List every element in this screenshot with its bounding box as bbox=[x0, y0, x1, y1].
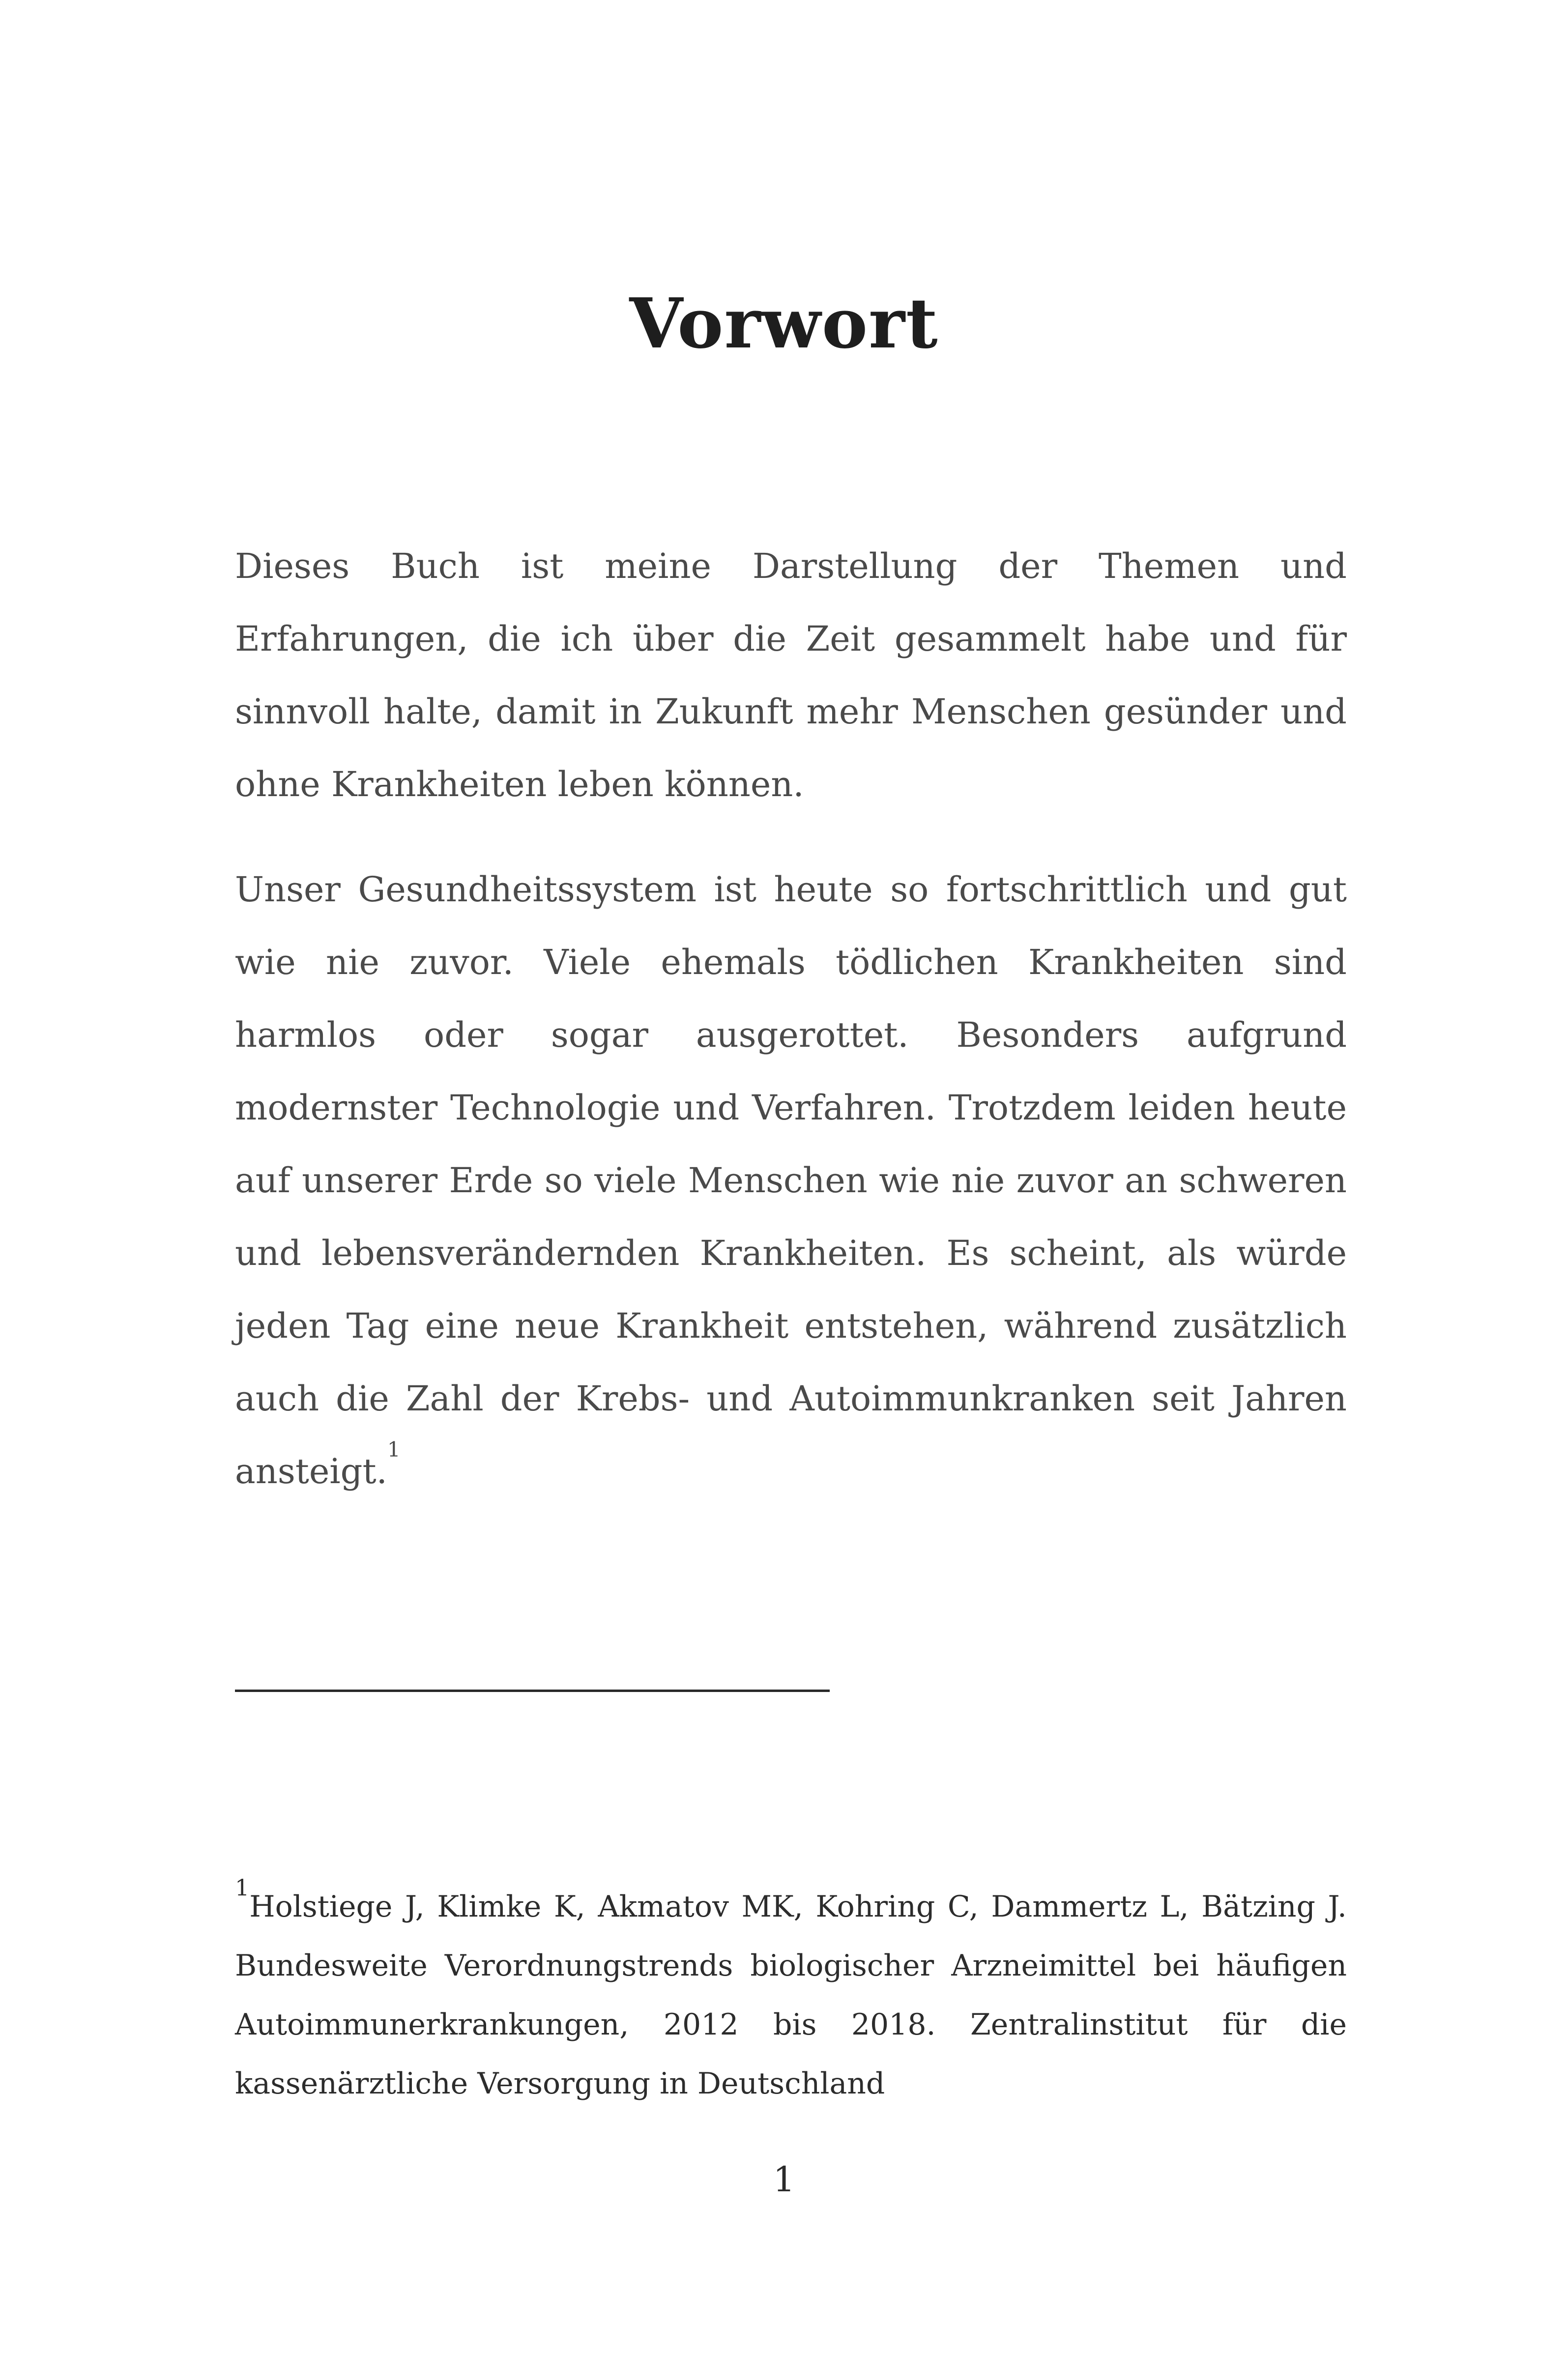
footnote-separator bbox=[235, 1690, 830, 1692]
page-number: 1 bbox=[773, 2159, 795, 2200]
paragraph-2-text: Unser Gesundheitssystem ist heute so fortschrittlich und gut wie nie zuvor. Viele ehemals tödlichen Krankheiten sind harmlos oder sogar ausgerottet. Besonders aufgrund modernster Technologie und Verfahren. Trotzdem leiden heute auf unserer Erde so viele Menschen wie nie zuvor an schweren und lebensverändernden Krankheiten. Es scheint, als würde jeden Tag eine neue Krankheit entstehen, während zusätzlich auch die Zahl der Krebs- und Autoimmunkranken seit Jahren ansteigt. bbox=[235, 869, 1347, 1491]
paragraph-2 bbox=[235, 853, 1347, 1508]
page-title: Vorwort bbox=[629, 283, 939, 364]
paragraph-1-text: Dieses Buch ist meine Darstellung der Themen und Erfahrungen, die ich über die Zeit gesammelt habe und für sinnvoll halte, damit in Zukunft mehr Menschen gesünder und ohne Krankheiten leben können. bbox=[235, 546, 1347, 804]
paragraph-1 bbox=[235, 530, 1347, 821]
footnote-number: 1 bbox=[235, 1874, 250, 1901]
footnote bbox=[235, 1874, 1347, 2113]
footnote-text: Holstiege J, Klimke K, Akmatov MK, Kohring C, Dammertz L, Bätzing J. Bundesweite Verordnungstrends biologischer Arzneimittel bei häufigen Autoimmunerkrankungen, 2012 bis 2018. Zentralinstitut für die kassenärztliche Versorgung in Deutschland bbox=[235, 1890, 1347, 2101]
footnote-reference[interactable]: 1 bbox=[387, 1437, 401, 1462]
